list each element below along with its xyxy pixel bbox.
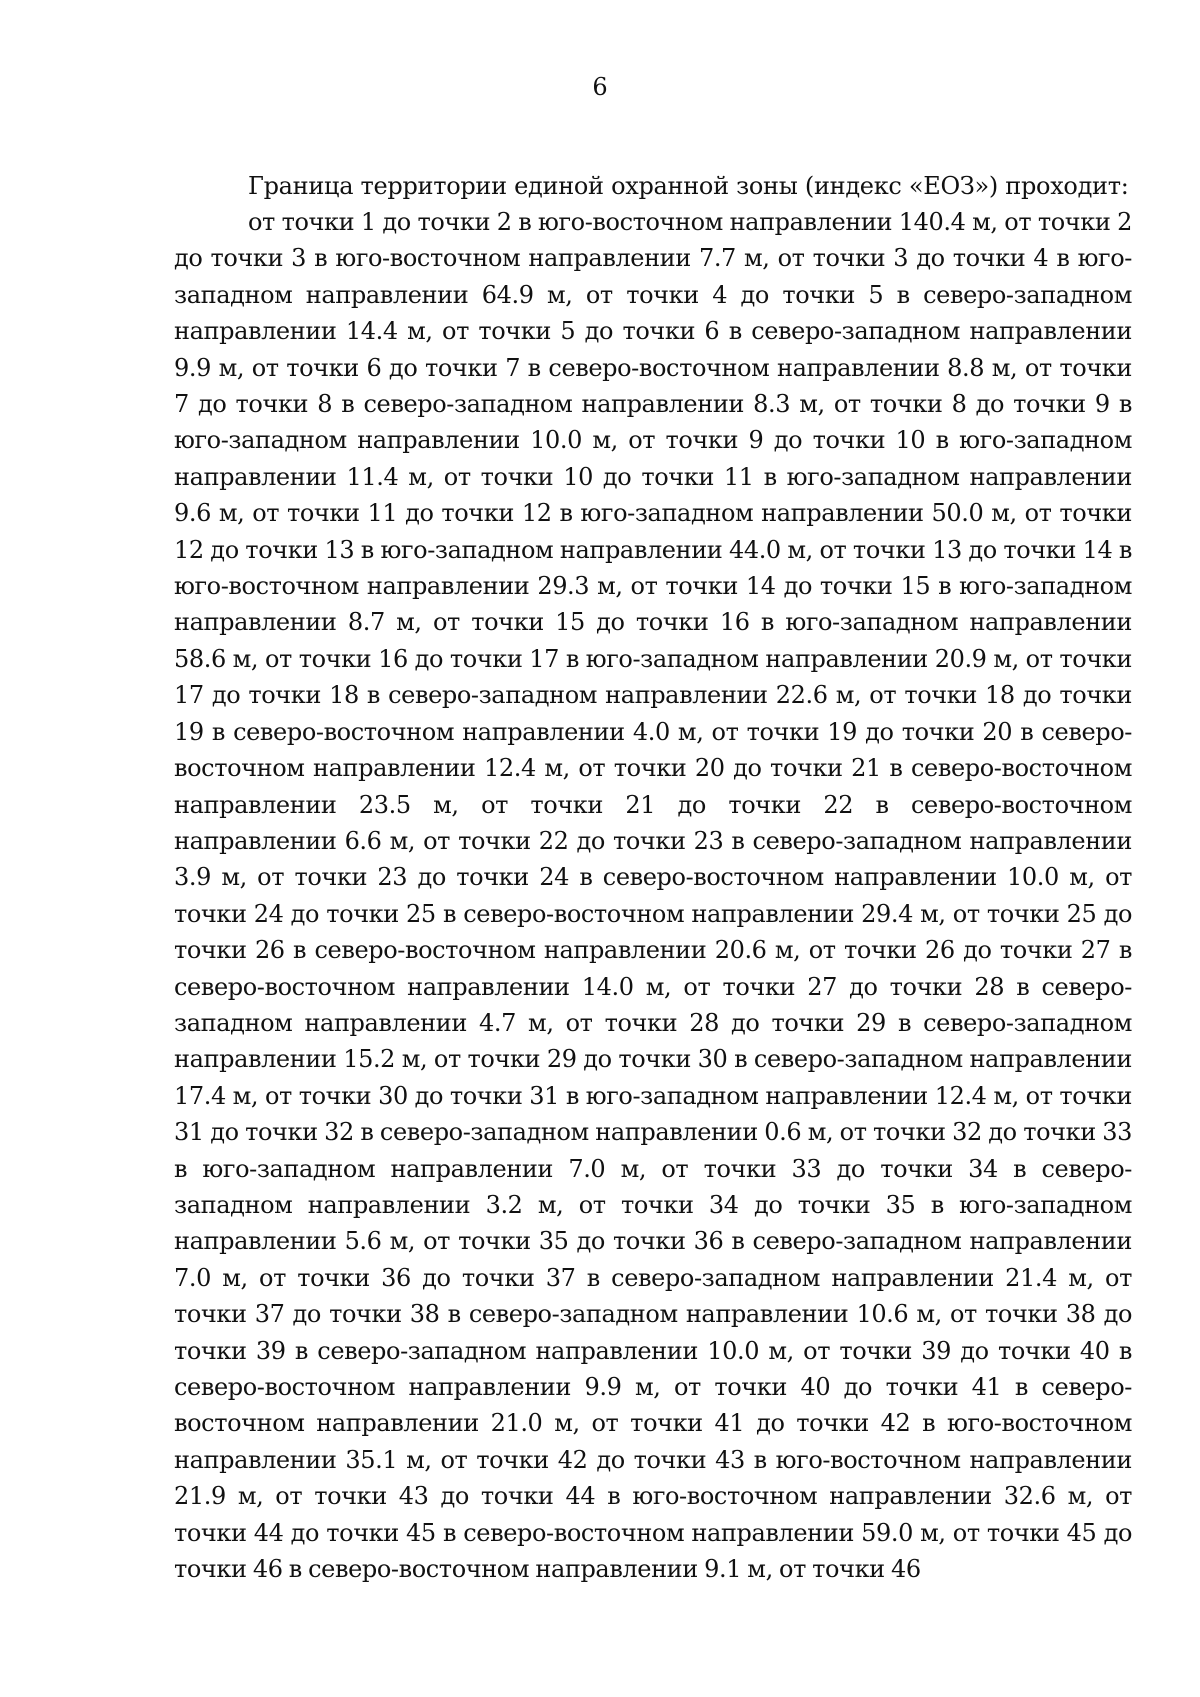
boundary-description-paragraph: от точки 1 до точки 2 в юго-восточном направлении 140.4 м, от точки 2 до точки 3 в юго-восточном направлении 7.7 м, от точки 3 до точки 4 в юго-западном направлении 64.9 м, от точки 4 до точки 5 в северо-западном направлении 14.4 м, от точки 5 до точки 6 в северо-западном направлении 9.9 м, от точки 6 до точки 7 в северо-восточном направлении 8.8 м, от точки 7 до точки 8 в северо-западном направлении 8.3 м, от точки 8 до точки 9 в юго-западном направлении 10.0 м, от точки 9 до точки 10 в юго-западном направлении 11.4 м, от точки 10 до точки 11 в юго-западном направлении 9.6 м, от точки 11 до точки 12 в юго-западном направлении 50.0 м, от точки 12 до точки 13 в юго-западном направлении 44.0 м, от точки 13 до точки 14 в юго-восточном направлении 29.3 м, от точки 14 до точки 15 в юго-западном направлении 8.7 м, от точки 15 до точки 16 в юго-западном направлении 58.6 м, от точки 16 до точки 17 в юго-западном направлении 20.9 м, от точки 17 до точки 18 в северо-западном направлении 22.6 м, от точки 18 до точки 19 в северо-восточном направлении 4.0 м, от точки 19 до точки 20 в северо-восточном направлении 12.4 м, от точки 20 до точки 21 в северо-восточном направлении 23.5 м, от точки 21 до точки 22 в северо-восточном направлении 6.6 м, от точки 22 до точки 23 в северо-западном направлении 3.9 м, от точки 23 до точки 24 в северо-восточном направлении 10.0 м, от точки 24 до точки 25 в северо-восточном направлении 29.4 м, от точки 25 до точки 26 в северо-восточном направлении 20.6 м, от точки 26 до точки 27 в северо-восточном направлении 14.0 м, от точки 27 до точки 28 в северо-западном направлении 4.7 м, от точки 28 до точки 29 в северо-западном направлении 15.2 м, от точки 29 до точки 30 в северо-западном направлении 17.4 м, от точки 30 до точки 31 в юго-западном направлении 12.4 м, от точки 31 до точки 32 в северо-западном направлении 0.6 м, от точки 32 до точки 33 в юго-западном направлении 7.0 м, от точки 33 до точки 34 в северо-западном направлении 3.2 м, от точки 34 до точки 35 в юго-западном направлении 5.6 м, от точки 35 до точки 36 в северо-западном направлении 7.0 м, от точки 36 до точки 37 в северо-западном направлении 21.4 м, от точки 37 до точки 38 в северо-западном направлении 10.6 м, от точки 38 до точки 39 в северо-западном направлении 10.0 м, от точки 39 до точки 40 в северо-восточном направлении 9.9 м, от точки 40 до точки 41 в северо-восточном направлении 21.0 м, от точки 41 до точки 42 в юго-восточном направлении 35.1 м, от точки 42 до точки 43 в юго-восточном направлении 21.9 м, от точки 43 до точки 44 в юго-восточном направлении 32.6 м, от точки 44 до точки 45 в северо-восточном направлении 59.0 м, от точки 45 до точки 46 в северо-восточном направлении 9.1 м, от точки 46 — [174, 208, 1132, 1584]
page-number: 6 — [592, 73, 608, 101]
section-heading: Граница территории единой охранной зоны (индекс «ЕОЗ») проходит: — [248, 172, 1129, 200]
